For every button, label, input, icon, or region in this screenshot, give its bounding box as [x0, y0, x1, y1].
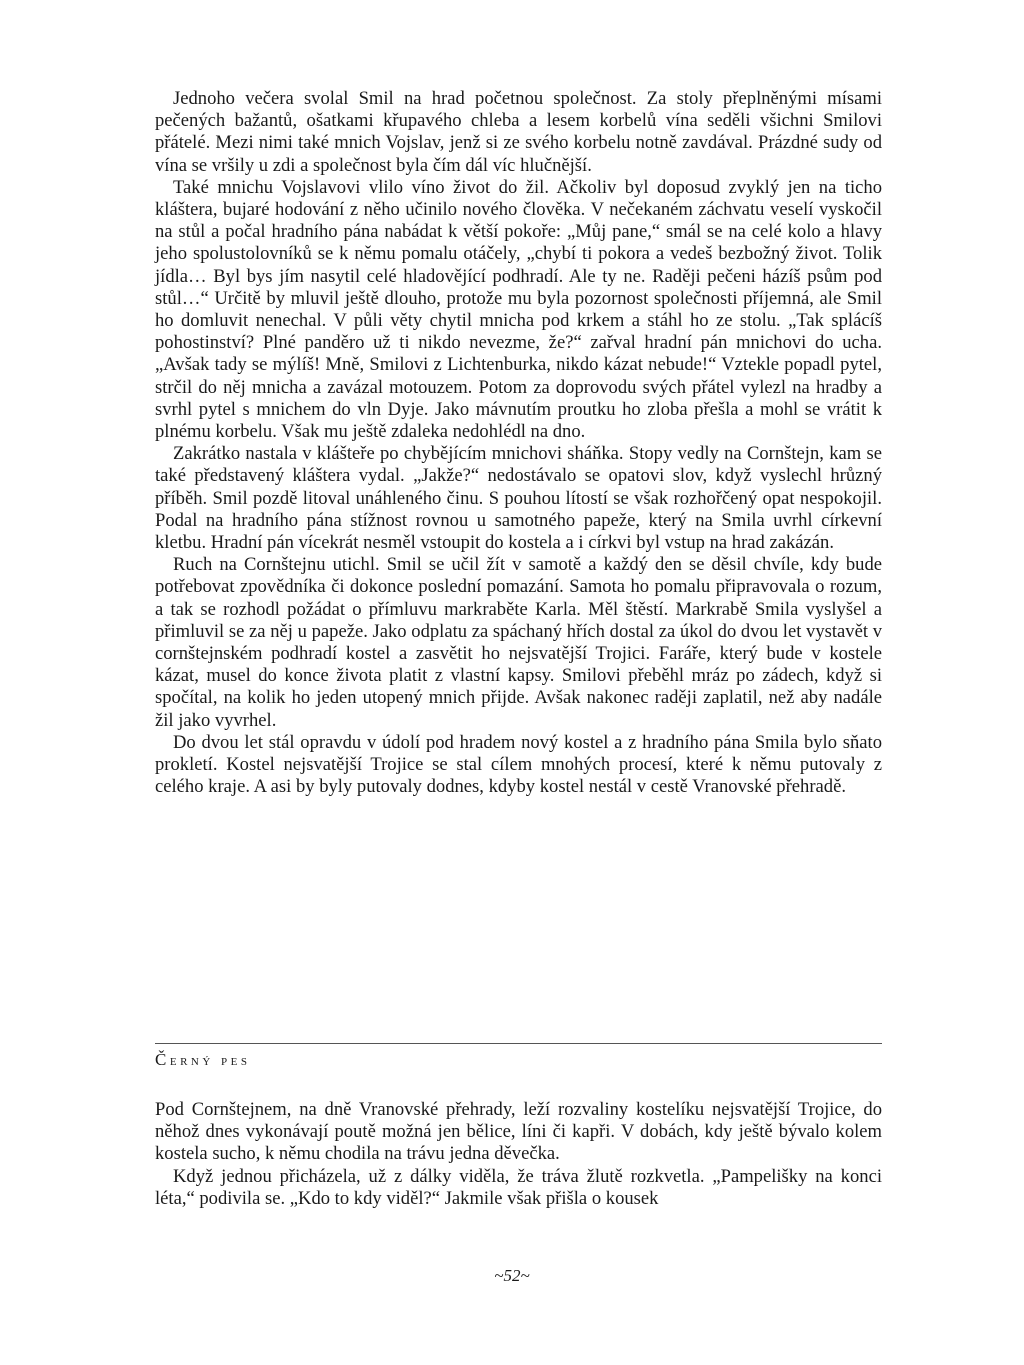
- section-heading-rest: erný pes: [169, 1053, 251, 1069]
- paragraph: Jednoho večera svolal Smil na hrad početnou společnost. Za stoly přeplněnými mísami pečených bažantů, ošatkami křupavého chleba a lesem korbelů vína seděli všichni Smilovi přátelé. Mezi nimi také mnich Vojslav, jenž si ze svého korbelu notně zavdával. Prázdné sudy od vína se vršily u zdi a společnost byla čím dál víc hlučnější.: [155, 88, 882, 176]
- section-divider: [155, 1043, 882, 1044]
- paragraph: Když jednou přicházela, už z dálky viděla, že tráva žlutě rozkvetla. „Pampelišky na konci léta,“ podivila se. „Kdo to kdy viděl?“ Jakmile však přišla o kousek: [155, 1165, 882, 1209]
- section-heading: [155, 1050, 251, 1070]
- paragraph: Pod Cornštejnem, na dně Vranovské přehrady, leží rozvaliny kostelíku nejsvatější Trojice, do něhož dnes vykonávají poutě možná jen bělice, líni či kapři. V dobách, kdy ještě bývalo kolem kostela sucho, k němu chodila na trávu jedna děvečka.: [155, 1099, 882, 1165]
- paragraph: Do dvou let stál opravdu v údolí pod hradem nový kostel a z hradního pána Smila bylo sňato prokletí. Kostel nejsvatější Trojice se stal cílem mnohých procesí, které k němu putovaly z celého kraje. A asi by byly putovaly dodnes, kdyby kostel nestál v cestě Vranovské přehradě.: [155, 731, 882, 798]
- story-two: [155, 1099, 882, 1210]
- paragraph: Ruch na Cornštejnu utichl. Smil se učil žít v samotě a každý den se děsil chvíle, kdy bude potřebovat zpovědníka či dokonce poslední pomazání. Samota ho pomalu připravovala o rozum, a tak se rozhodl požádat o přímluvu markraběte Karla. Měl štěstí. Markrabě Smila vyslyšel a přimluvil se za něj u papeže. Jako odplatu za spáchaný hřích dostal za úkol do dvou let vystavět v cornštejnském podhradí kostel a zasvětit ho nejsvatější Trojici. Faráře, který bude v kostele kázat, musel do konce života platit z vlastní kapsy. Smilovi přeběhl mráz po zádech, když si spočítal, na kolik ho jeden utopený mnich přijde. Avšak nakonec raději zaplatil, než aby nadále žil jako vyvrhel.: [155, 554, 882, 731]
- paragraph: Zakrátko nastala v klášteře po chybějícím mnichovi sháňka. Stopy vedly na Cornštejn, kam se také představený kláštera vydal. „Jakže?“ nedostávalo se opatovi slov, když vyslechl hrůzný příběh. Smil pozdě litoval unáhleného činu. S pouhou lítostí se však rozhořčený opat nespokojil. Podal na hradního pána stížnost rovnou u samotného papeže, který na Smila uvrhl církevní kletbu. Hradní pán vícekrát nesměl vstoupit do kostela a i církvi byl vstup na hrad zakázán.: [155, 443, 882, 554]
- section-heading-initial: Č: [155, 1050, 170, 1069]
- page-number: ~52~: [494, 1266, 530, 1285]
- paragraph: Také mnichu Vojslavovi vlilo víno život do žil. Ačkoliv byl doposud zvyklý jen na ticho kláštera, bujaré hodování z něho učinilo nového člověka. V nečekaném záchvatu veselí vyskočil na stůl a počal hradního pána nabádat k větší pokoře: „Můj pane,“ smál se na celé kolo a hlavy jeho spolustolovníků se k němu pomalu otáčely, „chybí ti pokora a vedeš bezbožný život. Tolik jídla… Byl bys jím nasytil celé hladovějící podhradí. Ale ty ne. Raději pečeni házíš psům pod stůl…“ Určitě by mluvil ještě dlouho, protože mu byla pozornost společnosti příjemná, ale Smil ho domluvit nenechal. V půli věty chytil mnicha pod krkem a stáhl ho ze stolu. „Tak splácíš pohostinství? Plné panděro už ti nikdo nevezme, že?“ zařval hradní pán mnichovi do ucha. „Avšak tady se mýlíš! Mně, Smilovi z Lichtenburka, nikdo kázat nebude!“ Vztekle popadl pytel, strčil do něj mnicha a zavázal motouzem. Potom za doprovodu svých přátel vylezl na hradby a svrhl pytel s mnichem do vln Dyje. Jako mávnutím proutku ho zloba přešla a mohl se vrátit k plnému korbelu. Však mu ještě zdaleka nedohlédl na dno.: [155, 176, 882, 443]
- story-one: [155, 88, 882, 799]
